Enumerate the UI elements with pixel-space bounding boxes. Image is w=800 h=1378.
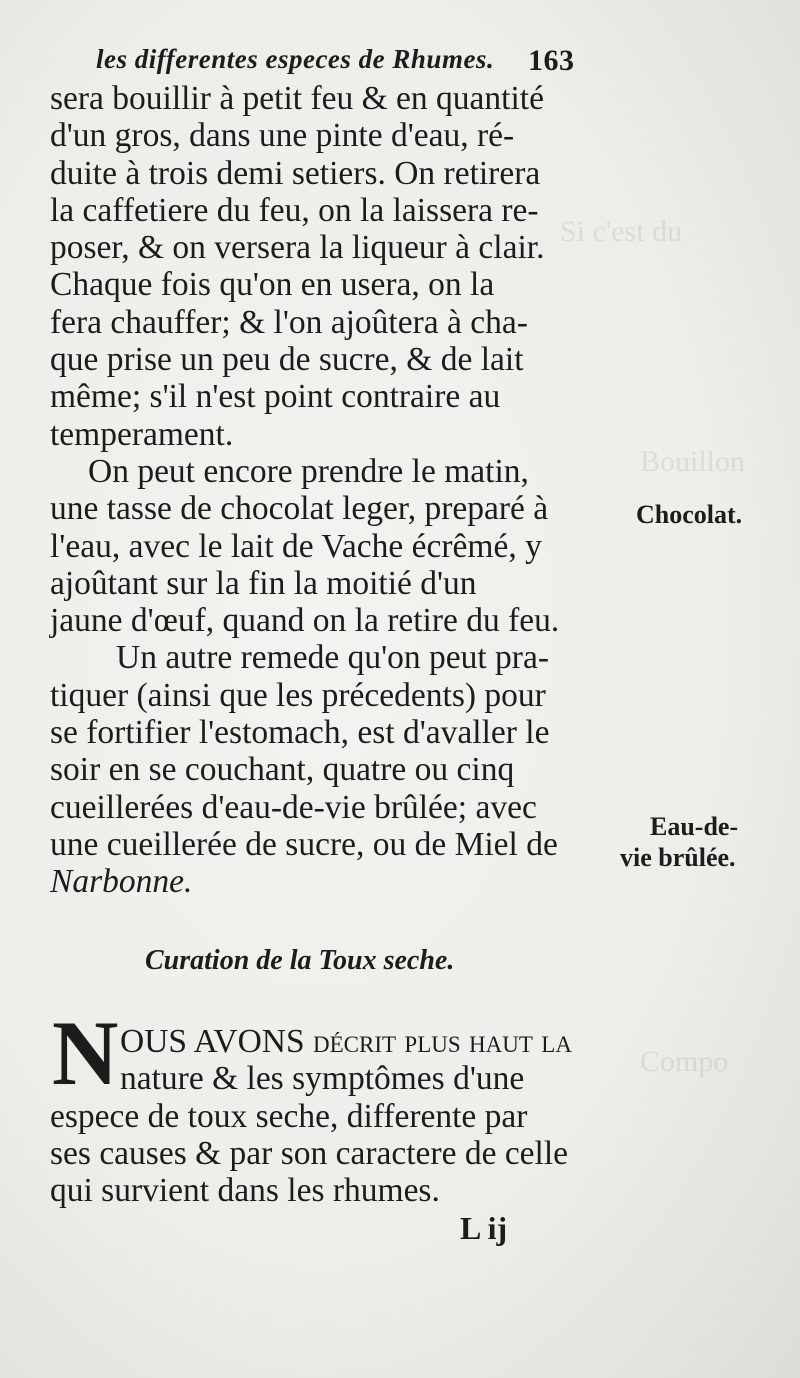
- main-text: [50, 80, 616, 901]
- bleed-through-text: Si c'est du: [560, 215, 683, 248]
- text-line: la caffetiere du feu, on la laissera re-: [50, 191, 539, 229]
- text-line: fera chauffer; & l'on ajoûtera à cha-: [50, 303, 528, 341]
- text-line: que prise un peu de sucre, & de lait: [50, 341, 524, 379]
- text-line: cueillerées d'eau-de-vie brûlée; avec: [50, 788, 537, 826]
- running-title: les differentes especes de Rhumes.: [96, 44, 495, 74]
- text-line: poser, & on versera la liqueur à clair.: [50, 229, 545, 267]
- margin-note-eau-de-vie-line1: Eau-de-: [650, 812, 739, 841]
- text-line: ajoûtant sur la fin la moitié d'un: [50, 564, 477, 602]
- text-line: soir en se couchant, quatre ou cinq: [50, 751, 515, 789]
- section-text: [50, 1023, 616, 1209]
- text-line: nature & les symptômes d'une: [120, 1060, 525, 1098]
- text-line: Narbonne.: [50, 863, 193, 901]
- text-line: qui survient dans les rhumes.: [50, 1172, 440, 1210]
- text-line: une cueillerée de sucre, ou de Miel de: [50, 825, 558, 863]
- bleed-through-text: Compo: [640, 1045, 729, 1078]
- drop-cap: N: [52, 1002, 119, 1104]
- text-line: OUS AVONS décrit plus haut la: [120, 1023, 572, 1060]
- text-line: même; s'il n'est point contraire au: [50, 378, 501, 416]
- text-line: jaune d'œuf, quand on la retire du feu.: [50, 602, 560, 640]
- text-line: Chaque fois qu'on en usera, on la: [50, 266, 495, 304]
- margin-note-eau-de-vie-line2: vie brûlée.: [620, 843, 736, 872]
- margin-note-chocolat: Chocolat.: [636, 500, 743, 529]
- text-line: espece de toux seche, differente par: [50, 1097, 528, 1135]
- text-line: Un autre remede qu'on peut pra-: [116, 639, 549, 677]
- text-line: On peut encore prendre le matin,: [88, 452, 529, 490]
- text-line: d'un gros, dans une pinte d'eau, ré-: [50, 117, 515, 155]
- running-header: [96, 44, 616, 75]
- text-line: l'eau, avec le lait de Vache écrêmé, y: [50, 527, 542, 565]
- signature-mark: L ij: [460, 1210, 508, 1246]
- text-line: tiquer (ainsi que les précedents) pour: [50, 676, 546, 714]
- text-line: une tasse de chocolat leger, preparé à: [50, 490, 549, 528]
- page-number: 163: [528, 44, 575, 77]
- text-line: temperament.: [50, 415, 234, 453]
- text-line: duite à trois demi setiers. On retirera: [50, 154, 541, 192]
- section-heading: Curation de la Toux seche.: [145, 945, 455, 976]
- text-line: se fortifier l'estomach, est d'avaller le: [50, 714, 550, 752]
- text-line: sera bouillir à petit feu & en quantité: [50, 80, 544, 117]
- text-line: ses causes & par son caractere de celle: [50, 1134, 569, 1172]
- bleed-through-text: Bouillon: [640, 445, 746, 478]
